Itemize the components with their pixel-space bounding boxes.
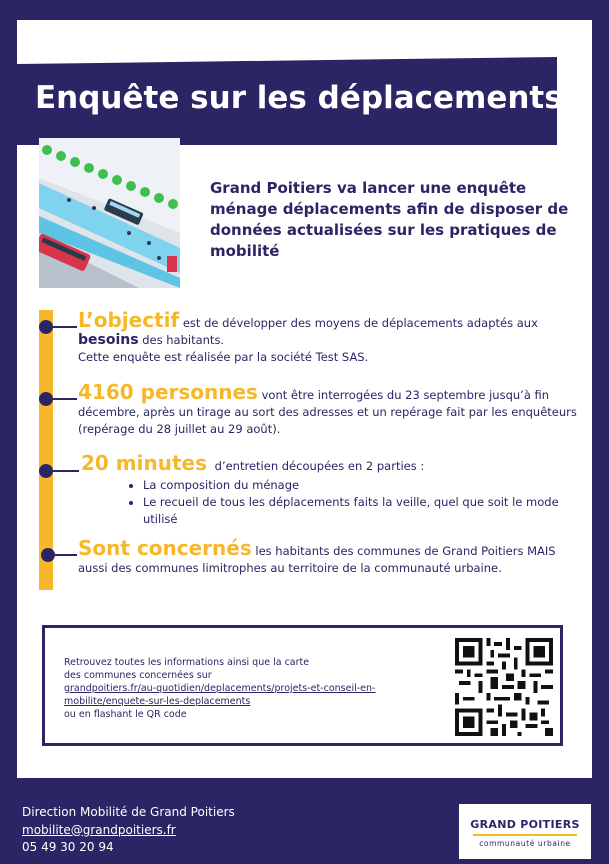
- logo-rule: [473, 834, 577, 836]
- minutes-highlight: 20 minutes: [81, 451, 207, 475]
- minutes-list: [81, 477, 581, 528]
- section-minutes: [81, 451, 581, 528]
- concernes-highlight: Sont concernés: [78, 536, 252, 560]
- objectif-line-2: Cette enquête est réalisée par la société Test SAS.: [78, 350, 369, 364]
- section-personnes: [78, 380, 578, 438]
- list-item: • Le recueil de tous les déplacements faits la veille, quel que soit le mode utilisé: [143, 494, 581, 528]
- section-concernes: [78, 536, 578, 577]
- qr-code[interactable]: [455, 638, 553, 736]
- timeline-connector: [55, 554, 77, 556]
- info-box: [42, 625, 563, 746]
- concernes-text: les habitants des communes de Grand Poitiers MAIS aussi des communes limitrophes au territoire de la communauté urbaine.: [78, 544, 556, 575]
- objectif-highlight: L’objectif: [78, 308, 180, 332]
- footer-contact: [22, 804, 235, 857]
- list-item: • La composition du ménage: [143, 477, 581, 494]
- timeline-connector: [53, 398, 77, 400]
- info-line-2: des communes concernées sur: [64, 670, 212, 681]
- logo-sub-text: communauté urbaine: [479, 839, 571, 848]
- timeline-dot: [41, 548, 55, 562]
- objectif-text-1: est de développer des moyens de déplacements adaptés aux: [179, 316, 538, 330]
- grand-poitiers-logo: [459, 804, 591, 859]
- objectif-text-2: des habitants.: [138, 333, 225, 347]
- flyer-page: [17, 20, 592, 778]
- timeline-dot: [39, 320, 53, 334]
- personnes-highlight: 4160 personnes: [78, 380, 258, 404]
- footer-direction: Direction Mobilité de Grand Poitiers: [22, 805, 235, 819]
- footer-phone: 05 49 30 20 94: [22, 840, 114, 854]
- footer-email-link[interactable]: mobilite@grandpoitiers.fr: [22, 822, 176, 837]
- info-line-1: Retrouvez toutes les informations ainsi que la carte: [64, 657, 310, 668]
- info-text: [64, 656, 434, 721]
- info-link[interactable]: grandpoitiers.fr/au-quotidien/deplacements/projets-et-conseil-en-mobilite/enquete-sur-les-deplacements: [64, 683, 376, 707]
- info-line-3: ou en flashant le QR code: [64, 709, 187, 720]
- section-objectif: [78, 308, 578, 366]
- timeline-connector: [53, 470, 79, 472]
- timeline-dot: [39, 464, 53, 478]
- timeline-dot: [39, 392, 53, 406]
- timeline-connector: [53, 326, 77, 328]
- intro-text: Grand Poitiers va lancer une enquête ménage déplacements afin de disposer de données actualisées sur les pratiques de mobilité: [210, 179, 569, 260]
- objectif-strong: besoins: [78, 332, 139, 348]
- minutes-text: d’entretien découpées en 2 parties :: [211, 459, 425, 473]
- page-title: Enquête sur les déplacements: [35, 80, 563, 116]
- transport-illustration-icon: [39, 138, 180, 288]
- personnes-text: vont être interrogées du 23 septembre jusqu’à fin décembre, après un tirage au sort des adresses et un repérage fait par les enquêteurs (repérage du 28 juillet au 29 août).: [78, 388, 577, 436]
- logo-main-text: GRAND POITIERS: [470, 818, 580, 831]
